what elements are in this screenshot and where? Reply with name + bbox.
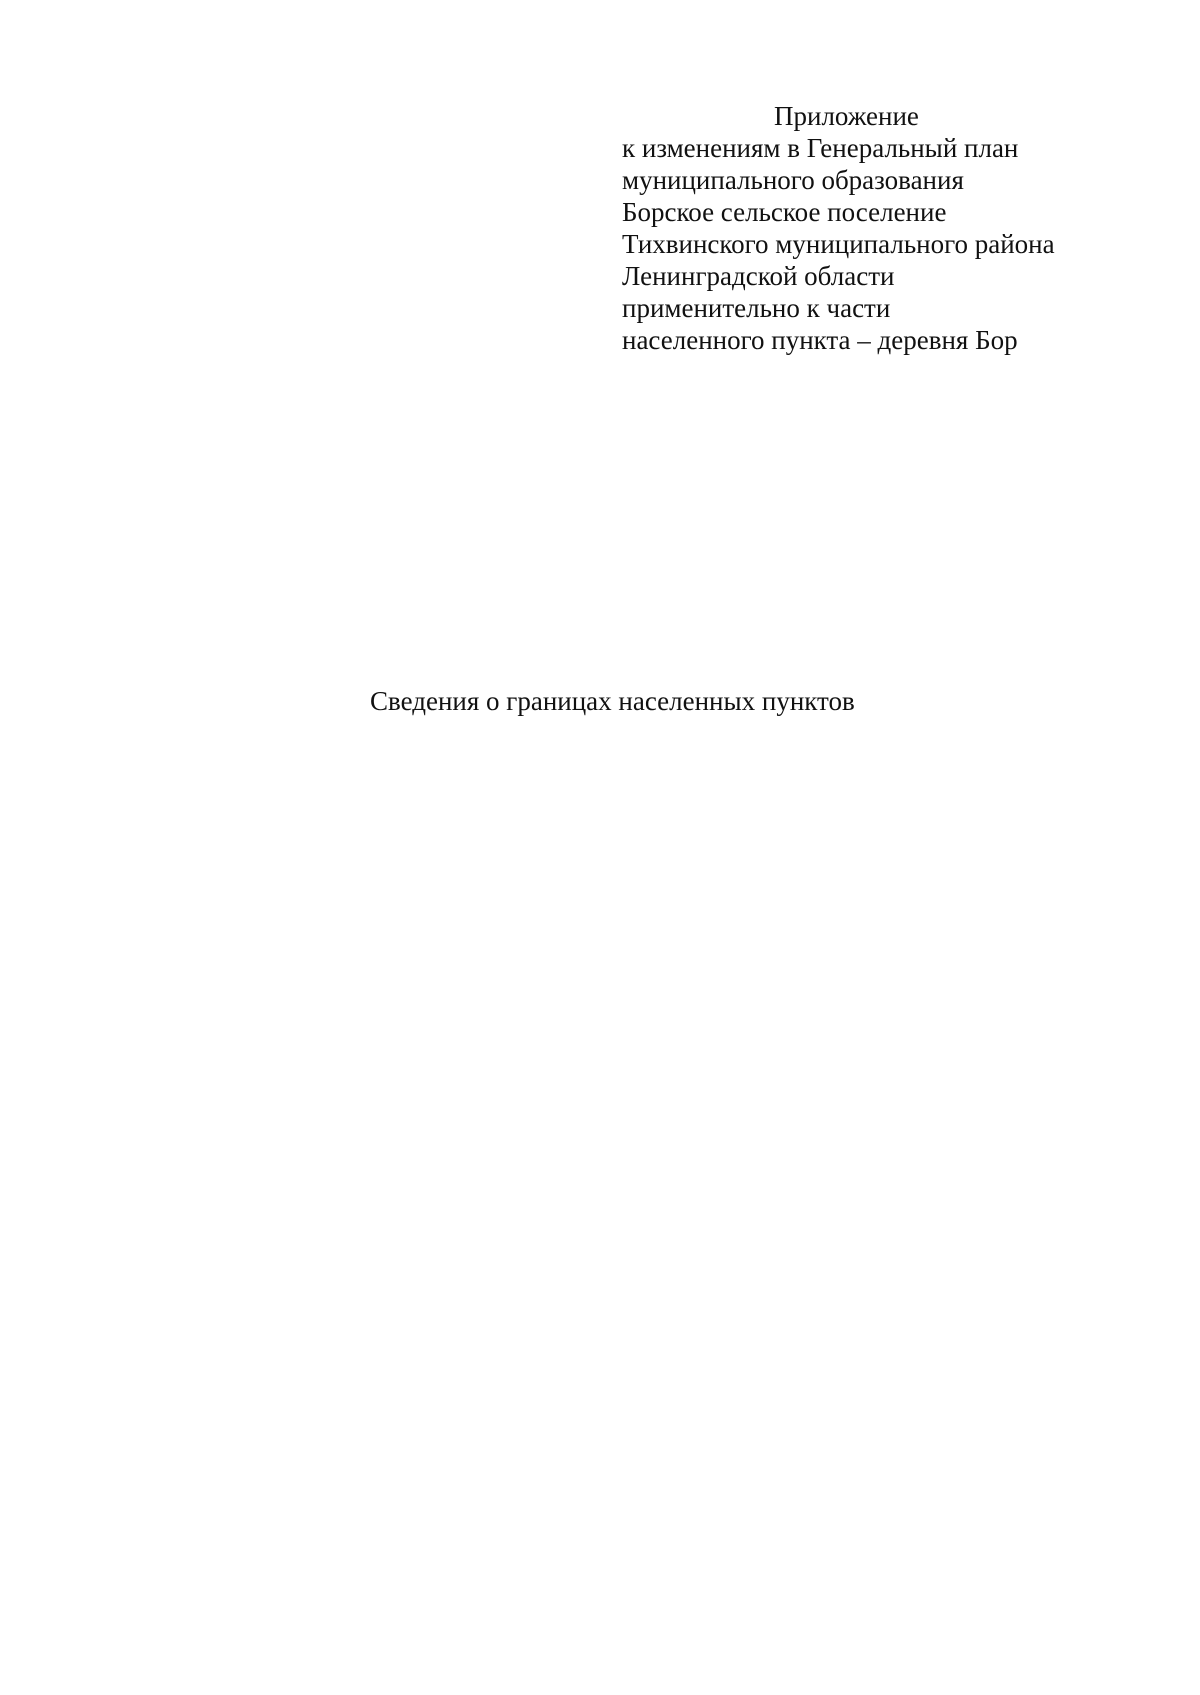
annex-line: Борское сельское поселение [622,197,947,227]
annex-line: муниципального образования [622,165,964,195]
annex-line: населенного пункта – деревня Бор [622,325,1018,355]
annex-block [622,100,1122,356]
annex-line: Тихвинского муниципального района [622,229,1055,259]
annex-line: применительно к части [622,293,891,323]
annex-title: Приложение [774,101,919,131]
annex-line: к изменениям в Генеральный план [622,133,1019,163]
annex-line: Ленинградской области [622,261,895,291]
document-heading: Сведения о границах населенных пунктов [370,686,855,716]
